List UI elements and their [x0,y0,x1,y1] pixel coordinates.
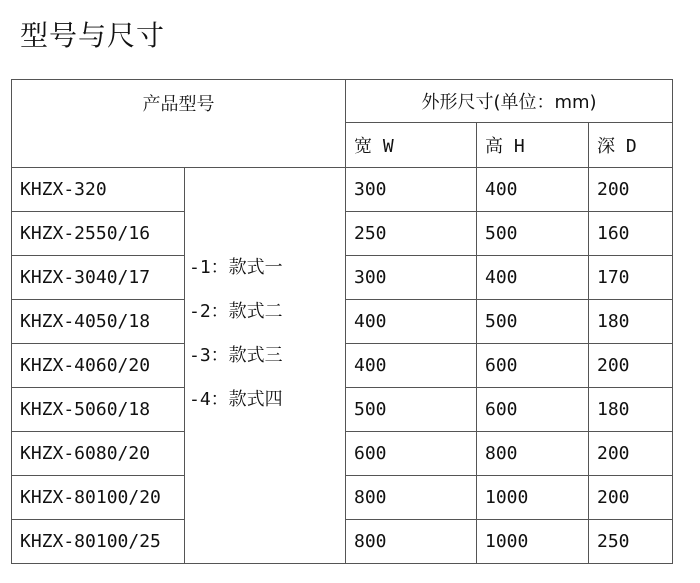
width-cell: 300 [346,168,477,212]
model-cell: KHZX-2550/16 [12,212,185,256]
depth-cell: 170 [589,256,673,300]
header-dimensions: 外形尺寸(单位：mm) [346,80,673,123]
spec-table [11,79,673,564]
depth-cell: 250 [589,520,673,564]
model-cell: KHZX-4060/20 [12,344,185,388]
header-depth: 深 D [589,123,673,168]
depth-cell: 200 [589,168,673,212]
model-cell: KHZX-3040/17 [12,256,185,300]
width-cell: 800 [346,520,477,564]
height-cell: 800 [477,432,589,476]
header-height: 高 H [477,123,589,168]
header-model: 产品型号 [12,80,346,168]
variant-item: -2：款式二 [189,301,283,322]
model-cell: KHZX-6080/20 [12,432,185,476]
depth-cell: 180 [589,300,673,344]
height-cell: 400 [477,256,589,300]
width-cell: 300 [346,256,477,300]
table-row [12,168,673,212]
depth-cell: 200 [589,432,673,476]
height-cell: 600 [477,388,589,432]
width-cell: 400 [346,300,477,344]
page-title: 型号与尺寸 [20,19,166,52]
height-cell: 400 [477,168,589,212]
header-width: 宽 W [346,123,477,168]
height-cell: 500 [477,300,589,344]
variant-item: -3：款式三 [189,345,283,366]
width-cell: 400 [346,344,477,388]
width-cell: 600 [346,432,477,476]
width-cell: 250 [346,212,477,256]
height-cell: 1000 [477,476,589,520]
depth-cell: 160 [589,212,673,256]
height-cell: 600 [477,344,589,388]
depth-cell: 200 [589,344,673,388]
model-cell: KHZX-80100/20 [12,476,185,520]
header-row-1 [12,80,673,123]
depth-cell: 180 [589,388,673,432]
height-cell: 1000 [477,520,589,564]
variant-cell [185,168,346,564]
variant-item: -4：款式四 [189,389,283,410]
model-cell: KHZX-4050/18 [12,300,185,344]
variant-item: -1：款式一 [189,257,283,278]
model-cell: KHZX-5060/18 [12,388,185,432]
model-cell: KHZX-80100/25 [12,520,185,564]
height-cell: 500 [477,212,589,256]
width-cell: 500 [346,388,477,432]
model-cell: KHZX-320 [12,168,185,212]
depth-cell: 200 [589,476,673,520]
width-cell: 800 [346,476,477,520]
